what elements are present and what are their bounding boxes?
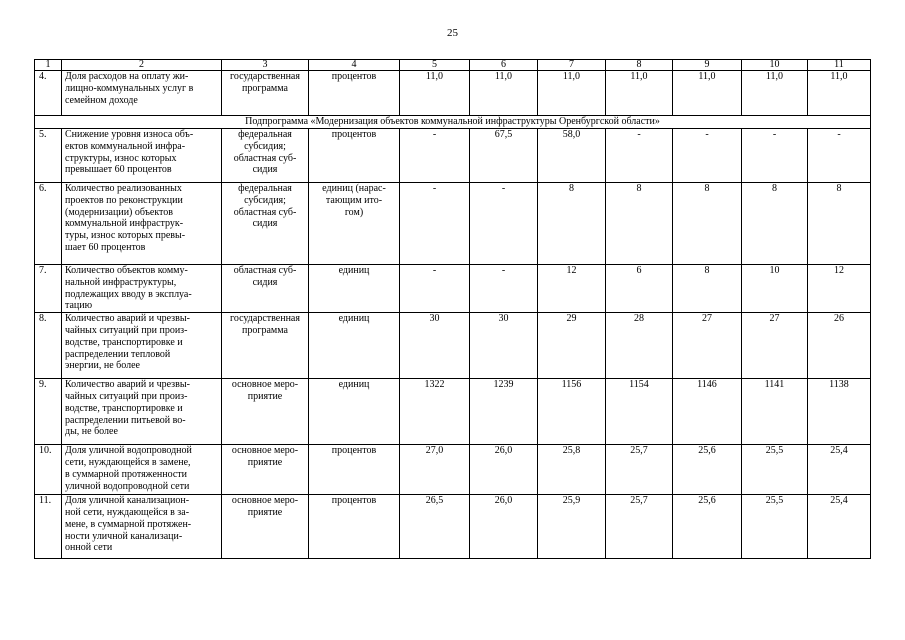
- cell-line: субсидия;: [244, 194, 286, 206]
- indicator-value: -: [742, 129, 808, 183]
- indicator-unit: [309, 495, 400, 559]
- indicator-value: 11,0: [673, 71, 742, 116]
- indicator-value: 27: [673, 313, 742, 379]
- indicator-unit: [309, 313, 400, 379]
- cell-line: онной сети: [65, 542, 113, 554]
- indicator-value: 11,0: [742, 71, 808, 116]
- table-row: [35, 379, 871, 445]
- cell-line: структуры, износ которых: [65, 152, 177, 164]
- indicator-value: 25,7: [606, 445, 673, 495]
- column-number: 5: [400, 60, 470, 71]
- cell-line: сидия: [252, 164, 278, 176]
- indicator-unit: [309, 183, 400, 265]
- cell-line: водстве, транспортировке и: [65, 336, 183, 348]
- cell-line: Количество реализованных: [65, 183, 182, 194]
- indicator-value: 8: [673, 265, 742, 313]
- row-number: 8.: [35, 313, 62, 379]
- cell-line: процентов: [331, 71, 377, 82]
- cell-line: тацию: [65, 300, 93, 312]
- column-number: 10: [742, 60, 808, 71]
- column-number: 1: [35, 60, 62, 71]
- cell-line: процентов: [331, 445, 377, 457]
- indicator-value: -: [400, 129, 470, 183]
- indicator-value: -: [400, 265, 470, 313]
- cell-line: распределении питьевой во-: [65, 414, 186, 426]
- indicator-value: 1141: [742, 379, 808, 445]
- indicator-value: 11,0: [538, 71, 606, 116]
- cell-line: гом): [344, 206, 364, 218]
- indicator-value: 67,5: [470, 129, 538, 183]
- cell-line: областная суб-: [233, 152, 297, 164]
- cell-line: превышает 60 процентов: [65, 164, 172, 176]
- indicator-value: -: [808, 129, 871, 183]
- cell-line: энергии, не более: [65, 360, 140, 372]
- table-row: [35, 313, 871, 379]
- cell-line: чайных ситуаций при произ-: [65, 324, 188, 336]
- cell-line: областная суб-: [233, 265, 297, 276]
- cell-line: (модернизации) объектов: [65, 206, 174, 218]
- indicator-value: 27,0: [400, 445, 470, 495]
- cell-line: Количество объектов комму-: [65, 265, 188, 276]
- indicator-value: 8: [808, 183, 871, 265]
- cell-line: процентов: [331, 495, 377, 507]
- column-number: 11: [808, 60, 871, 71]
- indicator-value: -: [470, 183, 538, 265]
- cell-line: сидия: [252, 218, 278, 230]
- cell-line: единиц: [338, 265, 370, 276]
- cell-line: лищно-коммунальных услуг в: [65, 82, 194, 94]
- cell-line: семейном доходе: [65, 94, 138, 106]
- cell-line: процентов: [331, 129, 377, 140]
- indicator-value: 25,7: [606, 495, 673, 559]
- indicator-source: [222, 379, 309, 445]
- indicator-source: [222, 71, 309, 116]
- indicator-source: [222, 129, 309, 183]
- indicator-value: 25,9: [538, 495, 606, 559]
- column-number: 6: [470, 60, 538, 71]
- page-number: 25: [447, 27, 458, 39]
- cell-line: туры, износ которых превы-: [65, 230, 186, 242]
- cell-line: Количество аварий и чрезвы-: [65, 313, 190, 325]
- indicator-value: 1154: [606, 379, 673, 445]
- cell-line: коммунальной инфраструк-: [65, 218, 184, 230]
- cell-line: государственная: [230, 313, 300, 325]
- indicator-value: 26: [808, 313, 871, 379]
- cell-line: тающим ито-: [325, 194, 383, 206]
- indicator-value: 58,0: [538, 129, 606, 183]
- cell-line: Доля расходов на оплату жи-: [65, 71, 189, 82]
- cell-line: в суммарной протяженности: [65, 468, 188, 480]
- table-row: [35, 495, 871, 559]
- indicator-value: -: [400, 183, 470, 265]
- row-number: 10.: [35, 445, 62, 495]
- indicator-source: [222, 265, 309, 313]
- cell-line: сидия: [252, 276, 278, 288]
- table-row: [35, 71, 871, 116]
- cell-line: подлежащих вводу в эксплуа-: [65, 288, 192, 300]
- indicator-name: [62, 495, 222, 559]
- subprogram-title: Подпрограмма «Модернизация объектов коммунальной инфраструктуры Оренбургской области»: [35, 116, 871, 129]
- indicator-value: 30: [470, 313, 538, 379]
- cell-line: Доля уличной водопроводной: [65, 445, 192, 457]
- indicator-value: 28: [606, 313, 673, 379]
- cell-line: нальной инфраструктуры,: [65, 276, 177, 288]
- subprogram-row: [35, 116, 871, 129]
- indicator-unit: [309, 265, 400, 313]
- cell-line: приятие: [247, 506, 283, 518]
- cell-line: ектов коммунальной инфра-: [65, 140, 186, 152]
- indicator-value: 8: [673, 183, 742, 265]
- indicator-value: 1322: [400, 379, 470, 445]
- cell-line: основное меро-: [231, 379, 299, 391]
- row-number: 7.: [35, 265, 62, 313]
- indicator-value: -: [673, 129, 742, 183]
- cell-line: программа: [242, 82, 288, 94]
- cell-line: мене, в суммарной протяжен-: [65, 518, 192, 530]
- indicator-unit: [309, 129, 400, 183]
- cell-line: проектов по реконструкции: [65, 194, 183, 206]
- indicator-value: 11,0: [606, 71, 673, 116]
- table-row: [35, 445, 871, 495]
- indicator-value: 25,5: [742, 445, 808, 495]
- cell-line: водстве, транспортировке и: [65, 402, 183, 414]
- indicator-source: [222, 183, 309, 265]
- indicator-value: 1156: [538, 379, 606, 445]
- cell-line: основное меро-: [231, 495, 299, 507]
- row-number: 11.: [35, 495, 62, 559]
- column-number: 9: [673, 60, 742, 71]
- cell-line: федеральная: [238, 183, 292, 194]
- indicator-value: 25,5: [742, 495, 808, 559]
- row-number: 4.: [35, 71, 62, 116]
- indicator-name: [62, 183, 222, 265]
- table-row: [35, 129, 871, 183]
- indicator-unit: [309, 445, 400, 495]
- cell-line: сети, нуждающейся в замене,: [65, 456, 191, 468]
- indicator-value: -: [470, 265, 538, 313]
- indicator-name: [62, 71, 222, 116]
- row-number: 6.: [35, 183, 62, 265]
- cell-line: Снижение уровня износа объ-: [65, 129, 194, 140]
- cell-line: основное меро-: [231, 445, 299, 457]
- indicator-value: 11,0: [470, 71, 538, 116]
- indicator-value: 12: [808, 265, 871, 313]
- indicator-name: [62, 265, 222, 313]
- cell-line: Доля уличной канализацион-: [65, 495, 190, 507]
- indicator-value: 10: [742, 265, 808, 313]
- cell-line: приятие: [247, 390, 283, 402]
- column-number: 8: [606, 60, 673, 71]
- indicator-value: 25,6: [673, 495, 742, 559]
- indicator-value: 12: [538, 265, 606, 313]
- row-number: 9.: [35, 379, 62, 445]
- cell-line: единиц (нарас-: [322, 183, 386, 194]
- indicator-value: 8: [606, 183, 673, 265]
- indicator-value: 29: [538, 313, 606, 379]
- cell-line: федеральная: [238, 129, 292, 140]
- cell-line: единиц: [338, 379, 370, 391]
- indicator-value: 26,0: [470, 445, 538, 495]
- indicator-value: 25,6: [673, 445, 742, 495]
- indicator-value: -: [606, 129, 673, 183]
- indicator-value: 6: [606, 265, 673, 313]
- cell-line: Количество аварий и чрезвы-: [65, 379, 190, 391]
- cell-line: приятие: [247, 456, 283, 468]
- indicator-value: 8: [538, 183, 606, 265]
- cell-line: субсидия;: [244, 140, 286, 152]
- indicator-name: [62, 445, 222, 495]
- table-row: [35, 183, 871, 265]
- indicator-value: 25,4: [808, 445, 871, 495]
- indicator-value: 26,0: [470, 495, 538, 559]
- indicator-source: [222, 313, 309, 379]
- column-number: 4: [309, 60, 400, 71]
- column-number-row: [35, 60, 871, 71]
- cell-line: распределении тепловой: [65, 348, 171, 360]
- cell-line: ности уличной канализаци-: [65, 530, 183, 542]
- indicator-value: 1138: [808, 379, 871, 445]
- cell-line: единиц: [338, 313, 370, 325]
- cell-line: государственная: [230, 71, 300, 82]
- cell-line: шает 60 процентов: [65, 241, 146, 253]
- indicator-value: 1146: [673, 379, 742, 445]
- indicator-source: [222, 445, 309, 495]
- column-number: 2: [62, 60, 222, 71]
- indicator-value: 27: [742, 313, 808, 379]
- indicator-value: 30: [400, 313, 470, 379]
- indicator-name: [62, 379, 222, 445]
- indicator-value: 25,4: [808, 495, 871, 559]
- indicator-value: 25,8: [538, 445, 606, 495]
- indicator-name: [62, 129, 222, 183]
- indicators-table: [34, 59, 871, 559]
- indicator-value: 11,0: [400, 71, 470, 116]
- column-number: 3: [222, 60, 309, 71]
- cell-line: чайных ситуаций при произ-: [65, 390, 188, 402]
- indicator-source: [222, 495, 309, 559]
- cell-line: ной сети, нуждающейся в за-: [65, 506, 190, 518]
- indicator-value: 1239: [470, 379, 538, 445]
- cell-line: областная суб-: [233, 206, 297, 218]
- indicator-value: 8: [742, 183, 808, 265]
- table-row: [35, 265, 871, 313]
- indicator-unit: [309, 379, 400, 445]
- indicator-value: 11,0: [808, 71, 871, 116]
- indicator-value: 26,5: [400, 495, 470, 559]
- cell-line: программа: [242, 324, 288, 336]
- indicator-unit: [309, 71, 400, 116]
- cell-line: ды, не более: [65, 426, 118, 438]
- row-number: 5.: [35, 129, 62, 183]
- column-number: 7: [538, 60, 606, 71]
- indicator-name: [62, 313, 222, 379]
- cell-line: уличной водопроводной сети: [65, 480, 190, 492]
